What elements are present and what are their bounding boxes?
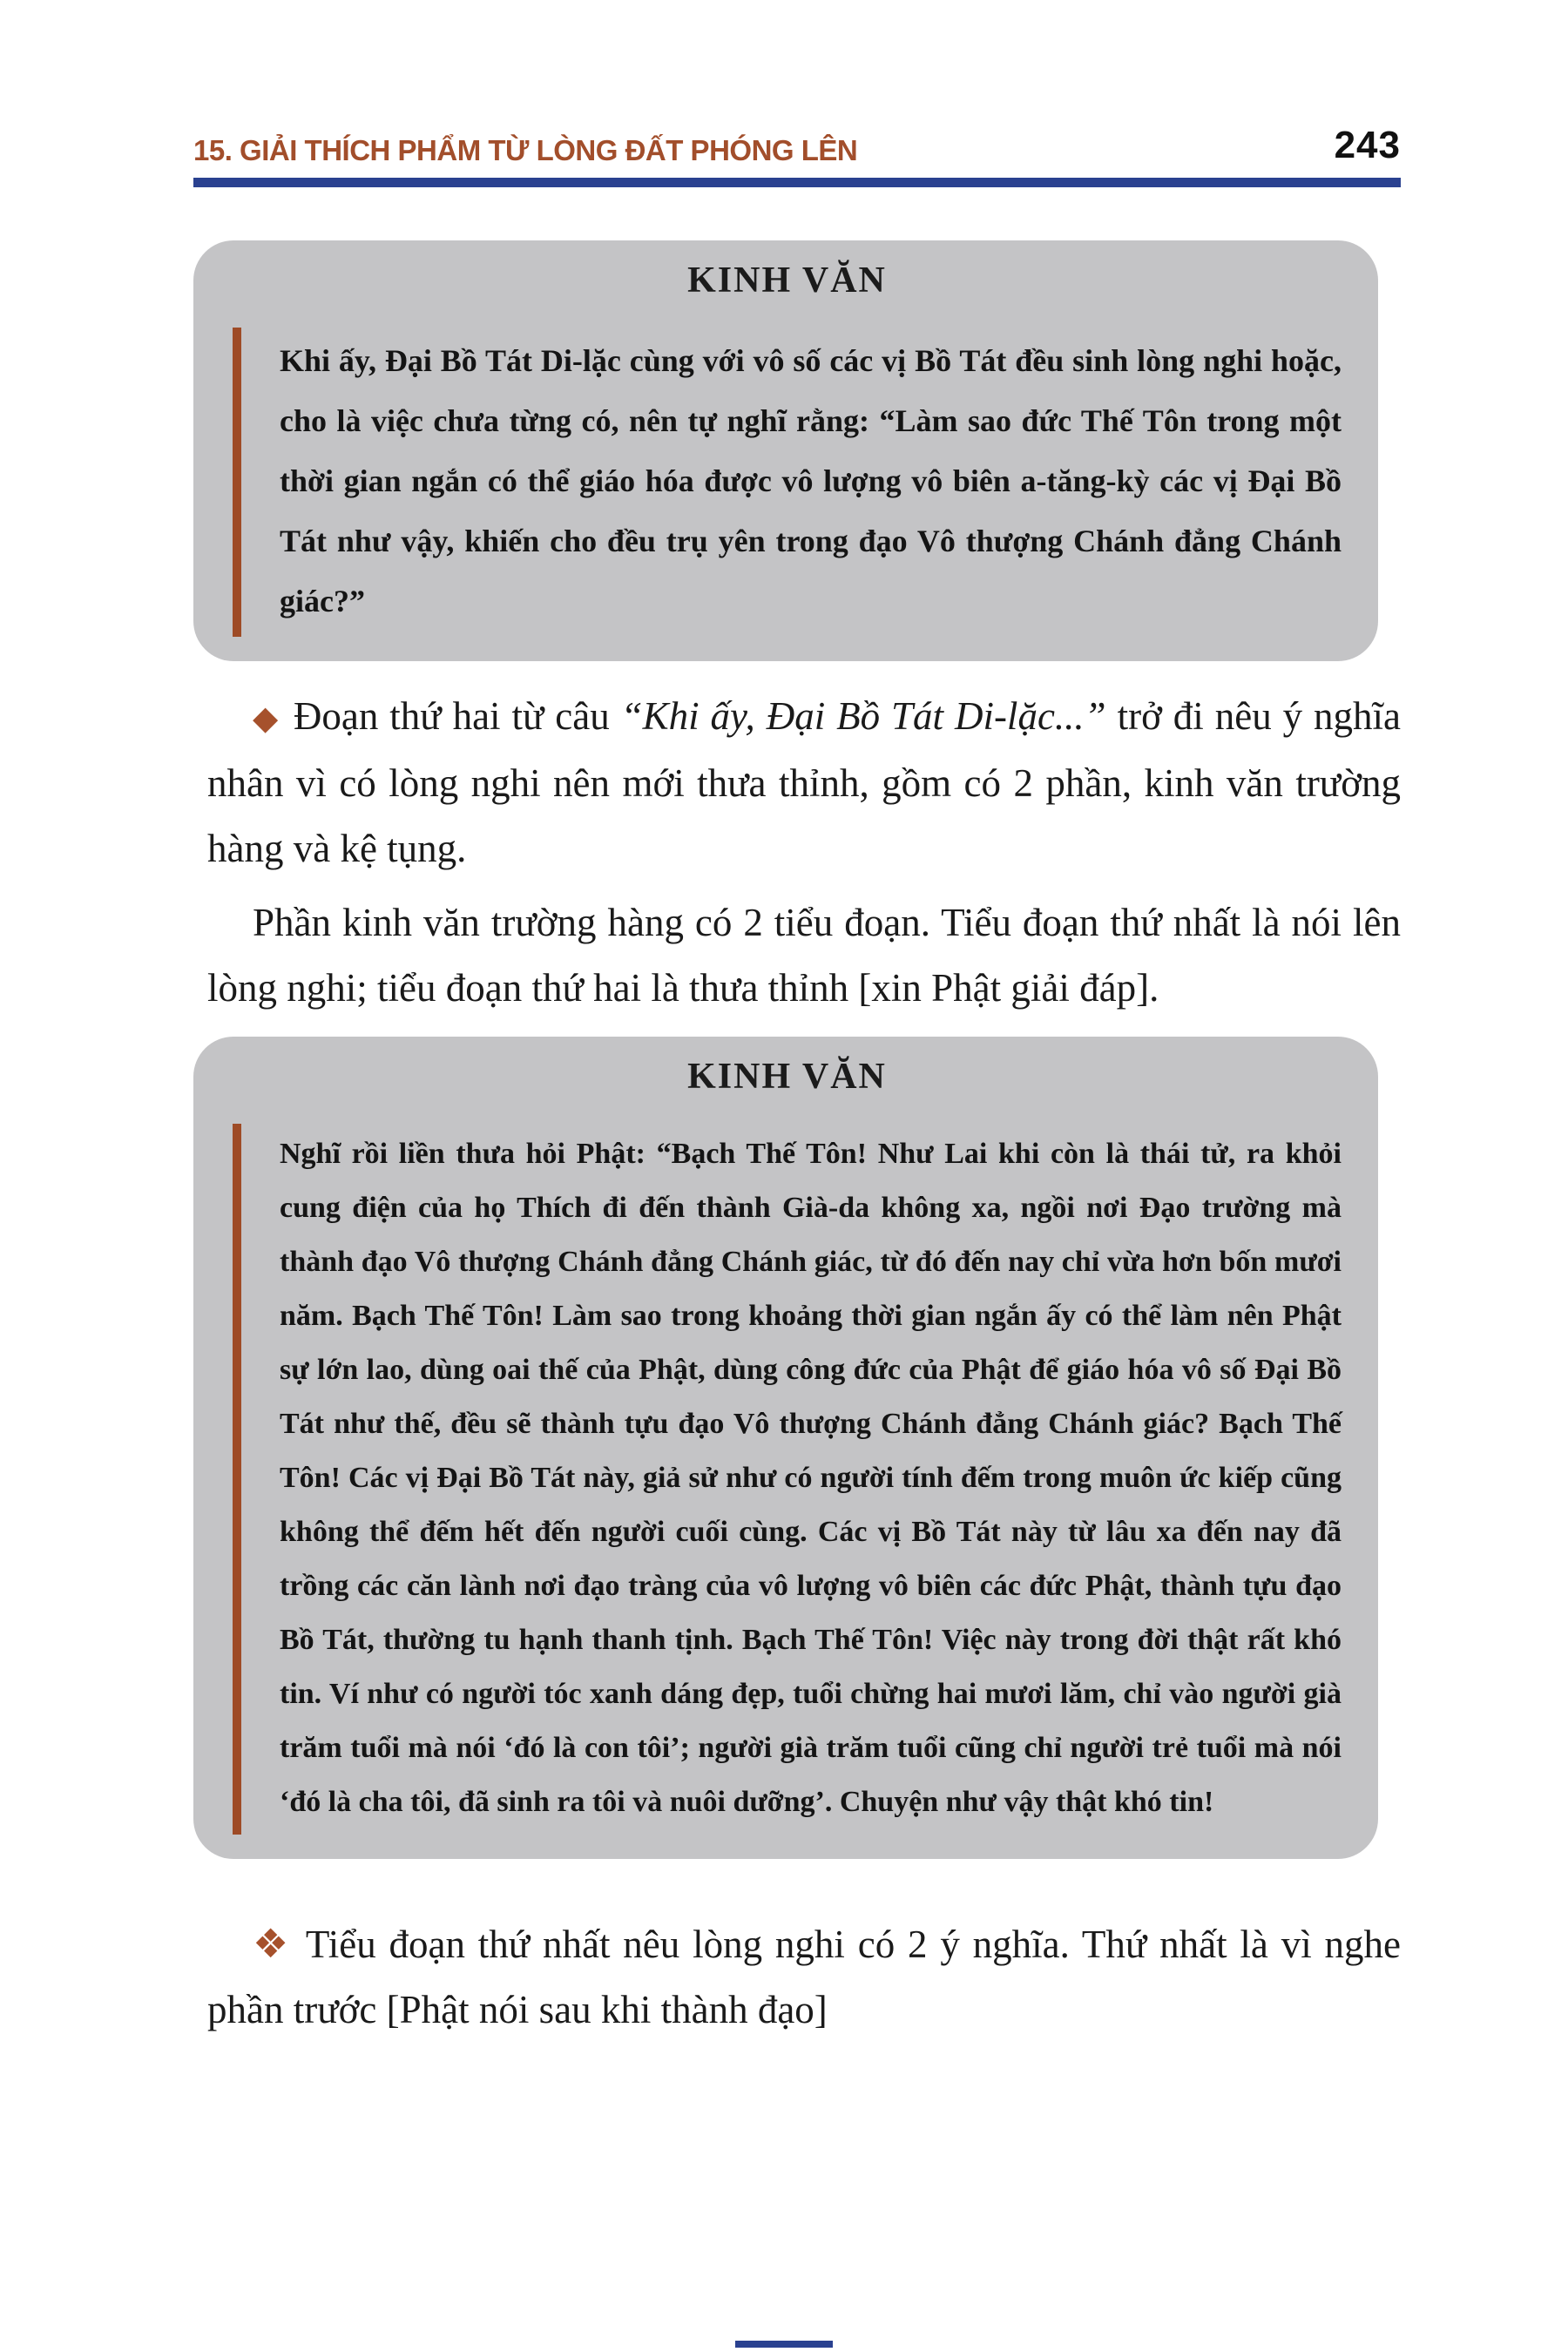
commentary-para-1 (207, 684, 1401, 882)
diamond-bullet-icon: ◆ (253, 699, 280, 737)
chapter-title: 15. GIẢI THÍCH PHẨM TỪ LÒNG ĐẤT PHÓNG LÊN (193, 134, 858, 166)
kinh-van-box-1 (193, 240, 1378, 661)
page-header (193, 122, 1401, 167)
commentary-para-2: Phần kinh văn trường hàng có 2 tiểu đoạn. Tiểu đoạn thứ nhất là nói lên lòng nghi; tiểu đoạn thứ hai là thưa thỉnh [xin Phật giải đáp]. (207, 901, 1401, 1010)
sutra-quote-1 (233, 328, 1342, 637)
four-diamond-bullet-icon: ❖ (253, 1920, 292, 1967)
commentary-para-3-text: Tiểu đoạn thứ nhất nêu lòng nghi có 2 ý nghĩa. Thứ nhất là vì nghe phần trước [Phật nói sau khi thành đạo] (207, 1923, 1401, 2031)
commentary-para-1-quote: “Khi ấy, Đại Bồ Tát Di-lặc...” (620, 694, 1106, 738)
sutra-quote-2-text: Nghĩ rồi liền thưa hỏi Phật: “Bạch Thế Tôn! Như Lai khi còn là thái tử, ra khỏi cung điện của họ Thích đi đến thành Già-da không xa, ngồi nơi Đạo trường mà thành đạo Vô thượng Chánh đẳng Chánh giác, từ đó đến nay chỉ vừa hơn bốn mươi năm. Bạch Thế Tôn! Làm sao trong khoảng thời gian ngắn ấy có thể làm nên Phật sự lớn lao, dùng oai thế của Phật, dùng công đức của Phật để giáo hóa vô số Đại Bồ Tát như thế, đều sẽ thành tựu đạo Vô thượng Chánh đẳng Chánh giác? Bạch Thế Tôn! Các vị Đại Bồ Tát này, giả sử như có người tính đếm trong muôn ức kiếp cũng không thể đếm hết đến người cuối cùng. Các vị Bồ Tát này từ lâu xa đến nay đã trồng các căn lành nơi đạo tràng của vô lượng vô biên các đức Phật, thành tựu đạo Bồ Tát, thường tu hạnh thanh tịnh. Bạch Thế Tôn! Việc này trong đời thật rất khó tin. Ví như có người tóc xanh dáng đẹp, tuổi chừng hai mươi lăm, chỉ vào người già trăm tuổi mà nói ‘đó là con tôi’; người già trăm tuổi cũng chỉ người trẻ tuổi mà nói ‘đó là cha tôi, đã sinh ra tôi và nuôi dưỡng’. Chuyện như vậy thật khó tin! (280, 1138, 1342, 1818)
page-number: 243 (1334, 124, 1401, 166)
commentary-para-1-rest: trở đi nêu ý nghĩa nhân vì có lòng nghi nên mới thưa thỉnh, gồm có 2 phần, kinh văn trường hàng và kệ tụng. (207, 694, 1401, 870)
sutra-quote-1-text: Khi ấy, Đại Bồ Tát Di-lặc cùng với vô số các vị Bồ Tát đều sinh lòng nghi hoặc, cho là việc chưa từng có, nên tự nghĩ rằng: “Làm sao đức Thế Tôn trong một thời gian ngắn có thể giáo hóa được vô lượng vô biên a-tăng-kỳ các vị Đại Bồ Tát như vậy, khiến cho đều trụ yên trong đạo Vô thượng Chánh đẳng Chánh giác?” (280, 343, 1342, 618)
kinh-van-title-2: KINH VĂN (687, 1057, 887, 1097)
kinh-van-title-1: KINH VĂN (687, 260, 887, 301)
header-rule (193, 178, 1401, 187)
commentary-para-3 (207, 1911, 1401, 2043)
kinh-van-box-2 (193, 1037, 1378, 1859)
sutra-quote-2 (233, 1124, 1342, 1835)
footer-accent-bar (735, 2341, 833, 2348)
commentary-para-1-lead: Đoạn thứ hai từ câu (293, 694, 621, 738)
